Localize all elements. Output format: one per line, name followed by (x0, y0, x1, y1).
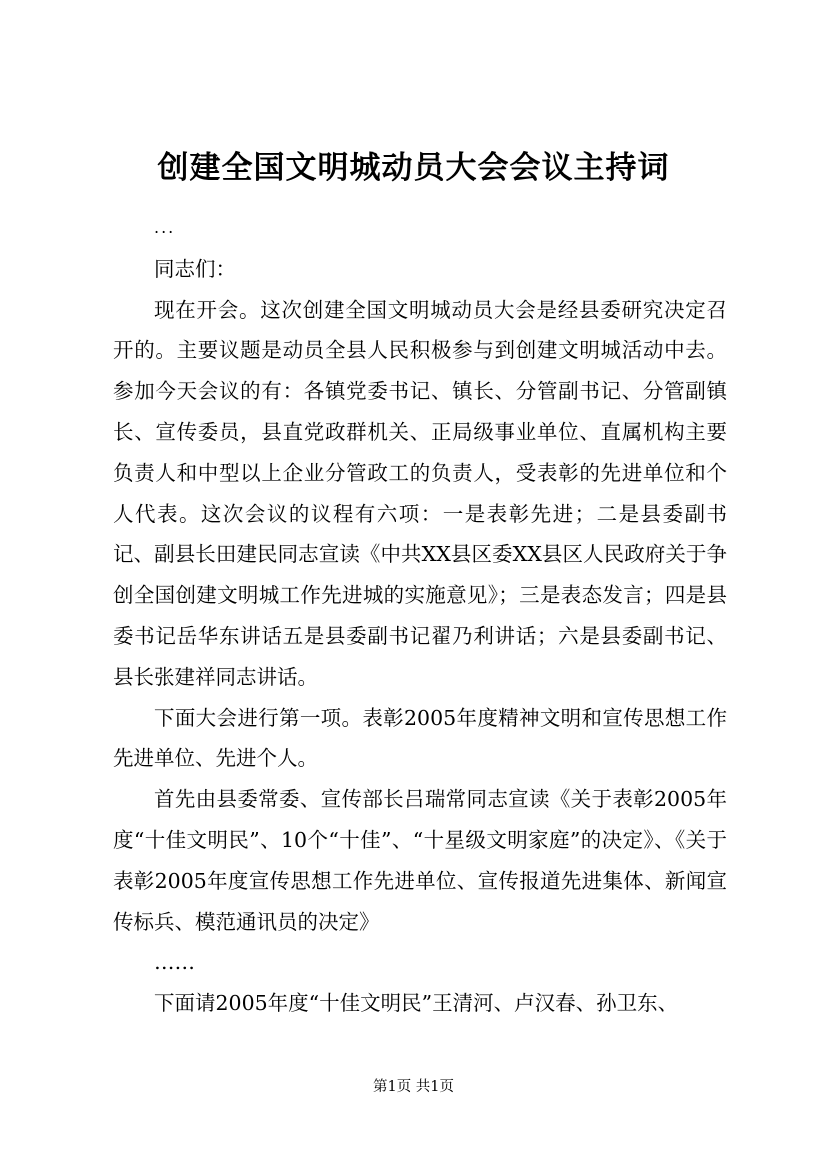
paragraph-item-one: 下面大会进行第一项。表彰2005年度精神文明和宣传思想工作先进单位、先进个人。 (113, 705, 727, 771)
intro-mark (113, 206, 727, 249)
paragraph-ellipsis: …… (154, 950, 195, 975)
paragraph-awardees: 下面请2005年度“十佳文明民”王清河、卢汉春、孙卫东、 (154, 991, 679, 1016)
paragraph-announcement: 首先由县委常委、宣传部长吕瑞常同志宣读《关于表彰2005年度“十佳文明民”、10个“十佳”、“十星级文明家庭”的决定》、《关于表彰2005年度宣传思想工作先进单位、宣传报道先进集体、新闻宣传标兵、模范通讯员的决定》 (113, 787, 727, 934)
document-body (113, 206, 727, 1024)
document-title: 创建全国文明城动员大会会议主持词 (157, 150, 670, 186)
intro-mark-text: ... (154, 218, 176, 237)
paragraph-salutation: 同志们： (154, 256, 236, 281)
paragraph-opening: 现在开会。这次创建全国文明城动员大会是经县委研究决定召开的。主要议题是动员全县人民积极参与到创建文明城活动中去。参加今天会议的有：各镇党委书记、镇长、分管副书记、分管副镇长、宣传委员，县直党政群机关、正局级事业单位、直属机构主要负责人和中型以上企业分管政工的负责人，受表彰的先进单位和个人代表。这次会议的议程有六项：一是表彰先进；二是县委副书记、副县长田建民同志宣读《中共XX县区委XX县区人民政府关于争创全国创建文明城工作先进城的实施意见》；三是表态发言；四是县委书记岳华东讲话五是县委副书记翟乃利讲话；六是县委副书记、县长张建祥同志讲话。 (113, 297, 727, 689)
page-footer: 第1页 共1页 (372, 1079, 455, 1095)
